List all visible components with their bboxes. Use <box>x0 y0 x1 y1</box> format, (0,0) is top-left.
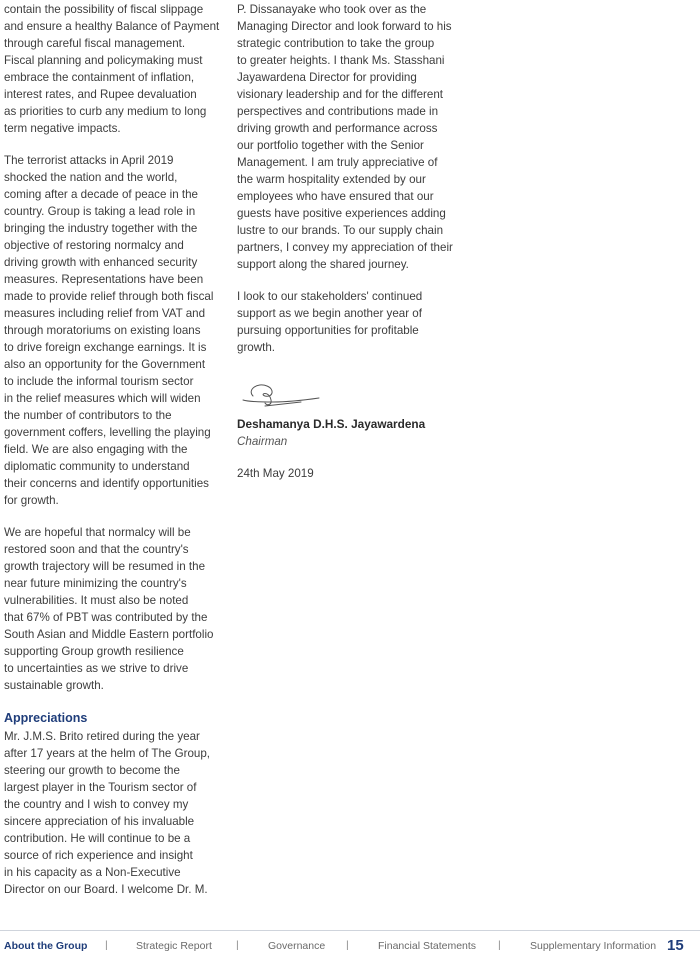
paragraph-terrorist-attacks: The terrorist attacks in April 2019 shocked the nation and the world, coming after a decade of peace in the country. Group is taking a lead role in bringing the industry together with the objective of restoring normalcy and driving growth with enhanced security measures. Representations have been made to provide relief through both fiscal measures including relief from VAT and through moratoriums on existing loans to drive foreign exchange earnings. It is also an opportunity for the Government to include the informal tourism sector in the relief measures which will widen the number of contributors to the government coffers, levelling the playing field. We are also engaging with the diplomatic community to understand their concerns and identify opportunities for growth. <box>4 154 214 507</box>
footer-link-financial-statements[interactable]: Financial Statements <box>378 940 477 952</box>
footer-nav <box>0 936 700 958</box>
section-heading-appreciations: Appreciations <box>4 711 88 725</box>
signatory-title: Chairman <box>237 435 288 448</box>
signature-date: 24th May 2019 <box>237 467 314 480</box>
paragraph-appreciations: Mr. J.M.S. Brito retired during the year after 17 years at the helm of The Group, steering our growth to become the largest player in the Tourism sector of the country and I wish to convey my sincere appreciation of his invaluable contribution. He will continue to be a source of rich experience and insight in his capacity as a Non-Executive Director on our Board. I welcome Dr. M. <box>4 730 211 896</box>
paragraph-dissanayake: P. Dissanayake who took over as the Managing Director and look forward to his strategic contribution to take the group to greater heights. I thank Ms. Stasshani Jayawardena Director for providing visionary leadership and for the different perspectives and contributions made in driving growth and performance across our portfolio together with the Senior Management. I am truly appreciative of the warm hospitality extended by our employees who have ensured that our guests have positive experiences adding lustre to our brands. To our supply chain partners, I convey my appreciation of their support along the shared journey. <box>237 3 453 271</box>
left-column <box>4 0 226 913</box>
footer-link-governance[interactable]: Governance <box>268 940 326 952</box>
page-number: 15 <box>667 937 684 954</box>
paragraph-normalcy: We are hopeful that normalcy will be restored soon and that the country's growth trajectory will be resumed in the near future minimizing the country's vulnerabilities. It must also be noted that 67% of PBT was contributed by the South Asian and Middle Eastern portfolio supporting Group growth resilience to uncertainties as we strive to drive sustainable growth. <box>4 526 214 692</box>
footer-link-supplementary-information[interactable]: Supplementary Information <box>530 940 657 952</box>
footer-separator: | <box>498 939 501 951</box>
footer-link-about-the-group[interactable]: About the Group <box>4 940 88 952</box>
footer-separator: | <box>105 939 108 951</box>
paragraph-fiscal: contain the possibility of fiscal slippage and ensure a healthy Balance of Payment through careful fiscal management. Fiscal planning and policymaking must embrace the containment of inflation, interest rates, and Rupee devaluation as priorities to curb any medium to long term negative impacts. <box>4 3 220 135</box>
footer-separator: | <box>346 939 349 951</box>
footer-separator: | <box>236 939 239 951</box>
right-column <box>237 0 459 482</box>
footer-link-strategic-report[interactable]: Strategic Report <box>136 940 212 952</box>
signature-image <box>239 378 323 412</box>
footer-divider <box>0 930 700 931</box>
signatory-name: Deshamanya D.H.S. Jayawardena <box>237 417 426 431</box>
paragraph-stakeholders: I look to our stakeholders' continued support as we begin another year of pursuing opportunities for profitable growth. <box>237 290 423 354</box>
